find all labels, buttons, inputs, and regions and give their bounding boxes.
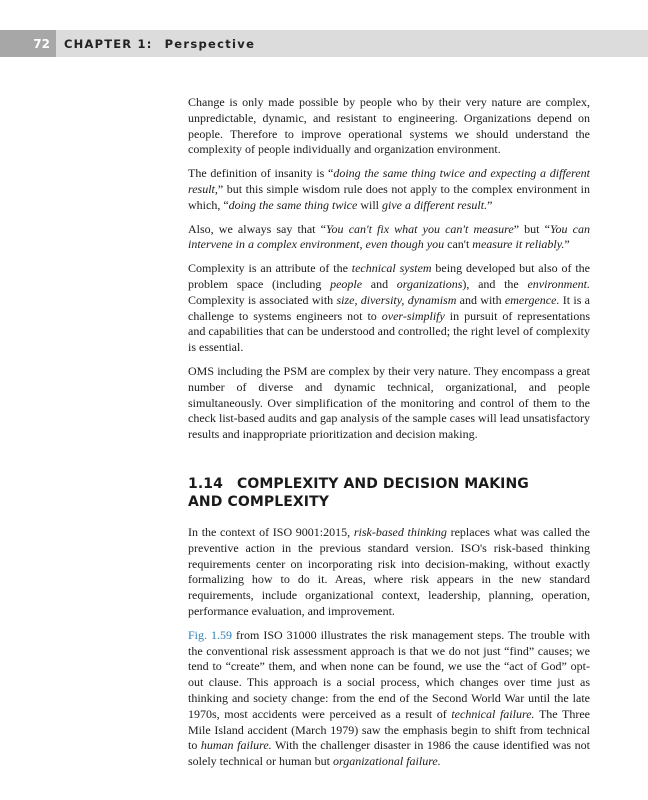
paragraph-complexity-attribute: Complexity is an attribute of the technical system being developed but also of the problem space (including people and organizations), and the environment. Complexity is associated with size, diversity, dynamism and with emergence. It is a challenge to systems engineers not to over-simplify in pursuit of representations and capabilities that can be understood and controlled; the right level of complexity is essential. <box>188 261 591 355</box>
page-body <box>188 95 590 778</box>
paragraph-measurement: Also, we always say that “You can't fix what you can't measure” but “You can intervene in a complex environment, even though you can't measure it reliably.” <box>188 221 590 252</box>
chapter-heading <box>64 30 255 57</box>
section-title-line2: AND COMPLEXITY <box>188 493 329 510</box>
page-number: 72 <box>0 30 56 57</box>
section-heading <box>188 475 590 511</box>
paragraph-iso-9001: In the context of ISO 9001:2015, risk-based thinking replaces what was called the preventive action in the previous standard version. ISO's risk-based thinking requirements center on incorporating risk into decision-making, without exactly formalizing how to do it. Areas, where risk appears in the new standard requirements, include organizational context, leadership, planning, operation, performance evaluation, and improvement. <box>188 524 590 618</box>
chapter-title: Perspective <box>164 36 256 51</box>
paragraph-oms-psm: OMS including the PSM are complex by their very nature. They encompass a great number of diverse and dynamic technical, organizational, and people simultaneously. Over simplification of the monitoring and control of them to the check list-based audits and gap analysis of the sample cases will lead unsatisfactory results and inappropriate prioritization and decision making. <box>188 363 590 442</box>
section-title-line1: COMPLEXITY AND DECISION MAKING <box>236 475 529 492</box>
chapter-label: CHAPTER 1: <box>64 36 153 51</box>
paragraph-iso-31000: Fig. 1.59 from ISO 31000 illustrates the risk management steps. The trouble with the conventional risk assessment approach is that we do not just “find” causes; we tend to “create” them, and when none can be found, we use the “act of God” opt-out clause. This approach is a social process, which changes over time just as thinking and society change: from the end of the Second World War until the late 1970s, most accidents were perceived as a result of technical failure. The Three Mile Island accident (March 1979) saw the emphasis begin to shift from technical to human failure. With the challenger disaster in 1986 the cause identified was not solely technical or human but organizational failure. <box>188 627 591 769</box>
section-number: 1.14 <box>188 475 223 492</box>
paragraph-insanity-definition: The definition of insanity is “doing the same thing twice and expecting a different result,” but this simple wisdom rule does not apply to the complex environment in which, “doing the same thing twice will give a different result.” <box>188 166 591 212</box>
figure-reference-link[interactable]: Fig. 1.59 <box>188 627 233 642</box>
running-header <box>0 30 648 57</box>
paragraph-people-complexity: Change is only made possible by people who by their very nature are complex, unpredictable, dynamic, and resistant to engineering. Organizations depend on people. Therefore to improve operational systems we should understand the complexity of people individually and organization environment. <box>188 95 590 157</box>
